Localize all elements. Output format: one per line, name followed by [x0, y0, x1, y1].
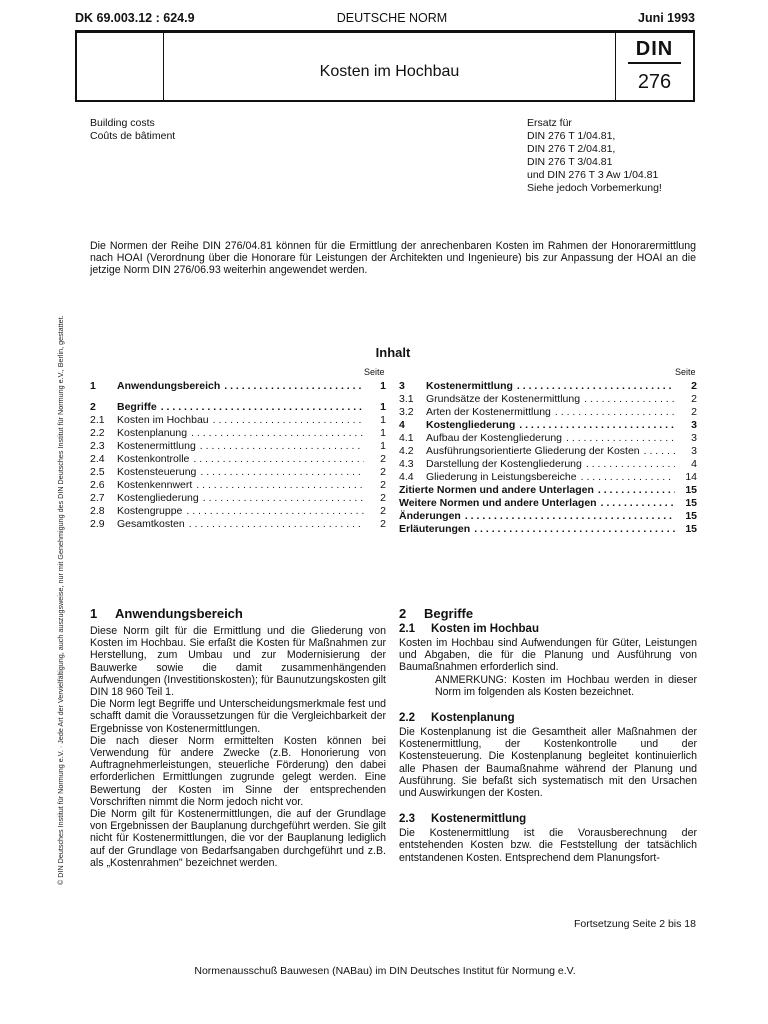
toc-entry-label: Darstellung der Kostengliederung — [426, 458, 582, 470]
toc-entry[interactable] — [399, 510, 697, 523]
toc-entry-label: Arten der Kostenermittlung — [426, 406, 551, 418]
toc-entry-label: Kosten im Hochbau — [117, 414, 209, 426]
toc-entry-number: 3 — [399, 380, 405, 392]
toc-entry[interactable] — [399, 432, 697, 445]
toc-entry-number: 2.5 — [90, 466, 105, 478]
toc-entry-number: 2.7 — [90, 492, 105, 504]
toc-entry[interactable] — [399, 484, 697, 497]
toc-leader-dots — [157, 401, 364, 414]
section-heading: 1 Anwendungsbereich — [90, 606, 243, 621]
subsection-text: Kosten im Hochbau sind Aufwendungen für Güter, Leistungen und Abgaben, die für die Planung und Ausführung von Baumaßnahmen erforderlich sind. — [399, 637, 697, 674]
toc-entry-page: 2 — [380, 453, 386, 465]
copyright-sidebar: © DIN Deutsches Institut für Normung e.V. · Jede Art der Vervielfältigung, auch auszugsweise, nur mit Genehmigung des DIN Deutsches Institut für Normung e.V., Berlin, gestattet. — [56, 315, 65, 885]
toc-entry[interactable] — [399, 523, 697, 536]
section-1-paragraph: Die Norm legt Begriffe und Unterscheidungsmerkmale fest und schafft damit die Voraussetzungen für die Vergleichbarkeit der Ergebnisse von Kostenermittlungen. — [90, 698, 386, 735]
toc-entry-number: 4.4 — [399, 471, 414, 483]
toc-leader-dots — [196, 466, 364, 479]
toc-entry-page: 2 — [380, 518, 386, 530]
toc-leader-dots — [640, 445, 675, 458]
toc-entry-page: 2 — [380, 505, 386, 517]
toc-leader-dots — [580, 393, 675, 406]
toc-entry[interactable] — [399, 471, 697, 484]
preamble-text: Die Normen der Reihe DIN 276/04.81 können für die Ermittlung der anrechenbaren Kosten im Rahmen der Honorarermittlung nach HOAI (Verordnung über die Honorare für Leistungen der Architekten und Ingenieure) bis zur Anpassung der HOAI an die jetzige Norm DIN 276/06.93 weiterhin angewendet werden. — [90, 240, 696, 277]
toc-entry-page: 2 — [380, 492, 386, 504]
toc-entry-number: 4.2 — [399, 445, 414, 457]
toc-entry[interactable] — [90, 518, 386, 531]
toc-heading: Inhalt — [375, 345, 411, 360]
toc-entry-page: 1 — [380, 414, 386, 426]
document-title: Kosten im Hochbau — [319, 63, 460, 80]
toc-seite-left: Seite — [364, 367, 385, 377]
toc-entry-number: 1 — [90, 380, 96, 392]
toc-entry-page: 1 — [380, 401, 386, 413]
din-underline — [628, 62, 681, 64]
toc-entry[interactable] — [90, 440, 386, 453]
toc-entry-page: 4 — [691, 458, 697, 470]
toc-entry-page: 2 — [691, 393, 697, 405]
toc-entry-page: 15 — [685, 484, 697, 496]
toc-entry[interactable] — [90, 380, 386, 393]
section-2 — [399, 606, 697, 864]
toc-entry[interactable] — [90, 479, 386, 492]
toc-right-column — [399, 380, 697, 536]
toc-leader-dots — [582, 458, 675, 471]
toc-entry-label: Kostenplanung — [117, 427, 188, 439]
subsection-text: Die Kostenermittlung ist die Vorausberechnung der entstehenden Kosten bzw. die Feststellung der tatsächlich entstandenen Kosten. Entsprechend dem Planungsfort- — [399, 827, 697, 864]
replacement-line: DIN 276 T 2/04.81, — [527, 143, 616, 155]
toc-entry-number: 4 — [399, 419, 405, 431]
toc-entry-page: 14 — [685, 471, 697, 483]
subsection-note: ANMERKUNG: Kosten im Hochbau werden in dieser Norm im folgenden als Kosten bezeichnet. — [435, 673, 697, 698]
document-number: DK 69.003.12 : 624.9 — [75, 11, 195, 25]
section-1-paragraph: Die nach dieser Norm ermittelten Kosten können bei Verwendung für andere Zwecke (z.B. Honorierung von Auftragnehmerleistungen, steuerliche Förderung) den dabei erforderlichen Ermittlungen zugrunde gelegt werden. Eine Bewertung der Kosten im Sinne der entsprechenden Vorschriften nimmt die Norm jedoch nicht vor. — [90, 734, 386, 808]
toc-entry-number: 2.9 — [90, 518, 105, 530]
toc-entry-number: 2 — [90, 401, 96, 413]
replacement-line: DIN 276 T 3/04.81 — [527, 156, 613, 168]
toc-entry[interactable] — [90, 466, 386, 479]
toc-entry-label: Kostensteuerung — [117, 466, 197, 478]
toc-entry-page: 2 — [691, 406, 697, 418]
toc-entry-number: 4.1 — [399, 432, 414, 444]
title-box-left-cell — [77, 33, 164, 100]
toc-left-column — [90, 380, 386, 531]
toc-leader-dots — [470, 523, 675, 536]
toc-entry-label: Gesamtkosten — [117, 518, 185, 530]
din-logo — [615, 33, 693, 100]
toc-entry[interactable] — [399, 445, 697, 458]
toc-entry[interactable] — [399, 406, 697, 419]
replacement-info — [527, 117, 662, 195]
replacement-line: DIN 276 T 1/04.81, — [527, 130, 616, 142]
toc-entry-label: Zitierte Normen und andere Unterlagen — [399, 484, 594, 496]
toc-entry-page: 1 — [380, 440, 386, 452]
toc-leader-dots — [562, 432, 675, 445]
toc-entry-number: 4.3 — [399, 458, 414, 470]
issue-date: Juni 1993 — [638, 11, 695, 25]
toc-leader-dots — [594, 484, 675, 497]
toc-entry-page: 1 — [380, 380, 386, 392]
subsection-heading: 2.2 Kostenplanung — [399, 712, 515, 725]
toc-entry-number: 2.1 — [90, 414, 105, 426]
norm-label: DEUTSCHE NORM — [336, 11, 448, 25]
toc-entry[interactable] — [90, 453, 386, 466]
toc-entry-number: 3.1 — [399, 393, 414, 405]
toc-entry[interactable] — [399, 458, 697, 471]
toc-leader-dots — [196, 440, 364, 453]
toc-leader-dots — [185, 518, 364, 531]
toc-leader-dots — [515, 419, 675, 432]
toc-entry-number: 2.8 — [90, 505, 105, 517]
toc-entry[interactable] — [90, 401, 386, 414]
toc-entry-label: Kostenkontrolle — [117, 453, 190, 465]
toc-entry-page: 3 — [691, 445, 697, 457]
toc-entry[interactable] — [399, 393, 697, 406]
toc-entry-label: Kostengliederung — [426, 419, 516, 431]
toc-entry-page: 2 — [380, 479, 386, 491]
toc-entry-number: 2.3 — [90, 440, 105, 452]
toc-entry-page: 15 — [685, 510, 697, 522]
toc-entry[interactable] — [90, 414, 386, 427]
replacement-line: und DIN 276 T 3 Aw 1/04.81 — [527, 169, 659, 181]
toc-entry-page: 3 — [691, 432, 697, 444]
subsection-text: Die Kostenplanung ist die Gesamtheit aller Maßnahmen der Kostenermittlung, der Kostenkontrolle und der Kostensteuerung. Die Kostenplanung begleitet kontinuierlich alle Phasen der Baumaßnahme während der Planung und Ausführung. Sie befaßt sich systematisch mit den Ursachen und Auswirkungen der Kosten. — [399, 726, 697, 800]
toc-leader-dots — [182, 505, 364, 518]
toc-entry-number: 2.6 — [90, 479, 105, 491]
toc-leader-dots — [551, 406, 675, 419]
din-word: DIN — [635, 38, 674, 60]
toc-gap — [90, 393, 386, 401]
toc-entry[interactable] — [90, 505, 386, 518]
toc-leader-dots — [199, 492, 364, 505]
section-1 — [90, 606, 386, 869]
section-1-paragraph: Die Norm gilt für Kostenermittlungen, die auf der Grundlage von Ergebnissen der Bauplanung durchgeführt werden. Sie gilt nicht für Kostenermittlungen, die vor der Bauplanung lediglich auf der Grundlage von Bedarfsangaben durchgeführt und z.B. als „Kostenrahmen" bezeichnet werden. — [90, 808, 386, 869]
toc-entry[interactable] — [399, 380, 697, 393]
toc-entry-page: 1 — [380, 427, 386, 439]
toc-entry[interactable] — [399, 497, 697, 510]
toc-entry-label: Weitere Normen und andere Unterlagen — [399, 497, 597, 509]
toc-entry-page: 15 — [685, 523, 697, 535]
section-heading: 2 Begriffe — [399, 606, 474, 621]
footer-text: Normenausschuß Bauwesen (NABau) im DIN Deutsches Institut für Normung e.V. — [194, 965, 576, 977]
toc-entry-number: 3.2 — [399, 406, 414, 418]
toc-entry-page: 3 — [691, 419, 697, 431]
translation-french: Coûts de bâtiment — [90, 130, 176, 142]
replacement-line: Ersatz für — [527, 117, 572, 129]
toc-entry-label: Kostenermittlung — [426, 380, 513, 392]
toc-leader-dots — [192, 479, 364, 492]
toc-entry-label: Kostenkennwert — [117, 479, 193, 491]
subsection-heading: 2.3 Kostenermittlung — [399, 813, 527, 826]
toc-entry-label: Aufbau der Kostengliederung — [426, 432, 563, 444]
toc-entry-number: 2.2 — [90, 427, 105, 439]
toc-entry-page: 15 — [685, 497, 697, 509]
toc-entry-label: Begriffe — [117, 401, 157, 413]
toc-entry-page: 2 — [380, 466, 386, 478]
toc-entry-label: Erläuterungen — [399, 523, 471, 535]
subsection-heading: 2.1 Kosten im Hochbau — [399, 623, 539, 635]
din-number: 276 — [637, 71, 672, 93]
translation-english: Building costs — [90, 117, 155, 129]
toc-entry-label: Kostengliederung — [117, 492, 199, 504]
toc-entry[interactable] — [90, 427, 386, 440]
toc-leader-dots — [577, 471, 675, 484]
toc-entry-label: Kostengruppe — [117, 505, 183, 517]
toc-entry-page: 2 — [691, 380, 697, 392]
toc-entry[interactable] — [90, 492, 386, 505]
toc-leader-dots — [189, 453, 364, 466]
toc-entry[interactable] — [399, 419, 697, 432]
toc-leader-dots — [209, 414, 364, 427]
toc-entry-label: Gliederung in Leistungsbereiche — [426, 471, 577, 483]
toc-entry-number: 2.4 — [90, 453, 105, 465]
toc-leader-dots — [187, 427, 364, 440]
toc-leader-dots — [461, 510, 675, 523]
section-1-paragraph: Diese Norm gilt für die Ermittlung und die Gliederung von Kosten im Hochbau. Sie erfaßt die Kosten für Maßnahmen zur Herstellung, zum Umbau und zur Modernisierung der Bauwerke sowie die damit zusammenhängenden Aufwendungen (Investitionskosten); für Baunutzungskosten gilt DIN 18 960 Teil 1. — [90, 625, 386, 699]
toc-entry-label: Ausführungsorientierte Gliederung der Kosten — [426, 445, 640, 457]
toc-leader-dots — [220, 380, 364, 393]
title-translations — [90, 117, 175, 143]
toc-entry-label: Kostenermittlung — [117, 440, 196, 452]
toc-leader-dots — [597, 497, 675, 510]
toc-entry-label: Änderungen — [399, 510, 461, 522]
replacement-line: Siehe jedoch Vorbemerkung! — [527, 182, 662, 194]
toc-entry-label: Grundsätze der Kostenermittlung — [426, 393, 581, 405]
continuation-note: Fortsetzung Seite 2 bis 18 — [574, 918, 696, 930]
title-box — [75, 30, 695, 102]
toc-entry-label: Anwendungsbereich — [117, 380, 221, 392]
toc-seite-right: Seite — [675, 367, 696, 377]
toc-leader-dots — [513, 380, 675, 393]
